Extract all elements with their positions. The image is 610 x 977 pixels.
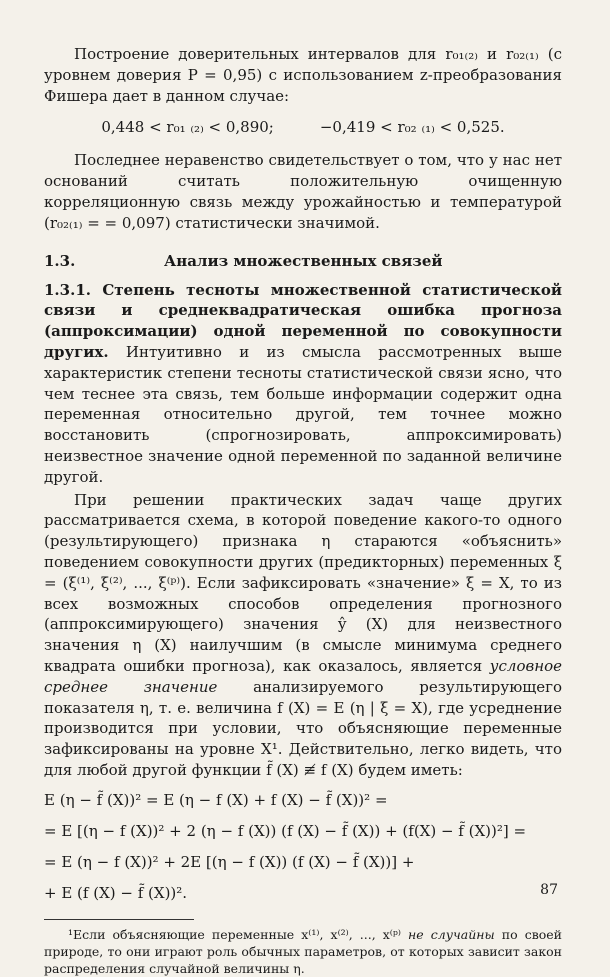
- prediction-text-1: При решении практических задач чаще других рассматривается схема, в которой поведение какого-то одного (результирующего) признака η стараются «объяснить» поведением совокупности других (предикторных) переменных ξ = (ξ⁽¹⁾, ξ⁽²⁾, ..., ξ⁽ᵖ⁾). Если зафиксировать «значение» ξ = X, то из всех возможных способов определения прогнозного (аппроксимирующего) значения ŷ (X) для неизвестного значения η (X) наилучшим (в смысле минимума среднего квадрата ошибки прогноза), как оказалось, является: [44, 490, 562, 675]
- prediction-paragraph: [44, 490, 562, 781]
- subsection-paragraph: [44, 280, 562, 488]
- intro-paragraph: Построение доверительных интервалов для r₀₁₍₂₎ и r₀₂₍₁₎ (с уровнем доверия P = 0,95) с использованием z-преобразования Фишера дает в данном случае:: [44, 45, 562, 105]
- derivation-equation: [44, 785, 562, 909]
- footnote-divider: [44, 919, 194, 920]
- equation-line-3: = E (η − f (X))² + 2E [(η − f (X)) (f (X) − f̃ (X))] +: [44, 852, 415, 871]
- footnote-text-1: ¹Если объясняющие переменные x⁽¹⁾, x⁽²⁾, ..., x⁽ᵖ⁾: [68, 926, 401, 942]
- footnote: [44, 926, 562, 977]
- formula-left: 0,448 < r₀₁ ₍₂₎ < 0,890;: [101, 118, 274, 137]
- prediction-text-2: анализируемого результирующего показателя η, т. е. величина f (X) = E (η | ξ = X), где усреднение производится при условии, что объясняющие переменные зафиксированы на уровне X¹. Действительно, легко видеть, что для любой другой функции f̃ (X) ≢ f (X) будем иметь:: [44, 677, 562, 779]
- section-title: Анализ множественных связей: [164, 251, 443, 270]
- equation-line-2: = E [(η − f (X))² + 2 (η − f (X)) (f (X) − f̃ (X)) + (f(X) − f̃ (X))²] =: [44, 821, 527, 840]
- section-number: 1.3.: [44, 251, 76, 270]
- conditional-mean-term: условное среднее значение: [44, 656, 562, 696]
- equation-line-1: E (η − f̃ (X))² = E (η − f (X) + f (X) − f̃ (X))² =: [44, 790, 388, 809]
- subsection-body: Интуитивно и из смысла рассмотренных выше характеристик степени тесноты статистической связи ясно, что чем теснее эта связь, тем больше информации содержит одна переменная относительно другой, тем точнее можно восстановить (спрогнозировать, аппроксимировать) неизвестное значение одной переменной по заданной величине другой.: [44, 342, 562, 486]
- subsection-heading: 1.3.1. Степень тесноты множественной статистической связи и среднеквадратическая ошибка прогноза (аппроксимации) одной переменной по совокупности других.: [44, 280, 562, 361]
- conclusion-paragraph: Последнее неравенство свидетельствует о том, что у нас нет оснований считать положительную очищенную корреляционную связь между урожайностью и температурой (r₀₂₍₁₎ = = 0,097) статистически значимой.: [44, 151, 562, 232]
- page-number: 87: [540, 882, 558, 898]
- equation-line-4: + E (f (X) − f̃ (X))².: [44, 883, 188, 902]
- footnote-italic: не случайны: [408, 926, 495, 942]
- page-content: [44, 44, 562, 977]
- section-heading: [44, 252, 562, 270]
- confidence-interval-formula: [44, 116, 562, 138]
- formula-right: −0,419 < r₀₂ ₍₁₎ < 0,525.: [319, 118, 505, 137]
- footnote-text-2: по своей природе, то они играют роль обычных параметров, от которых зависит закон распределения случайной величины η.: [44, 926, 562, 976]
